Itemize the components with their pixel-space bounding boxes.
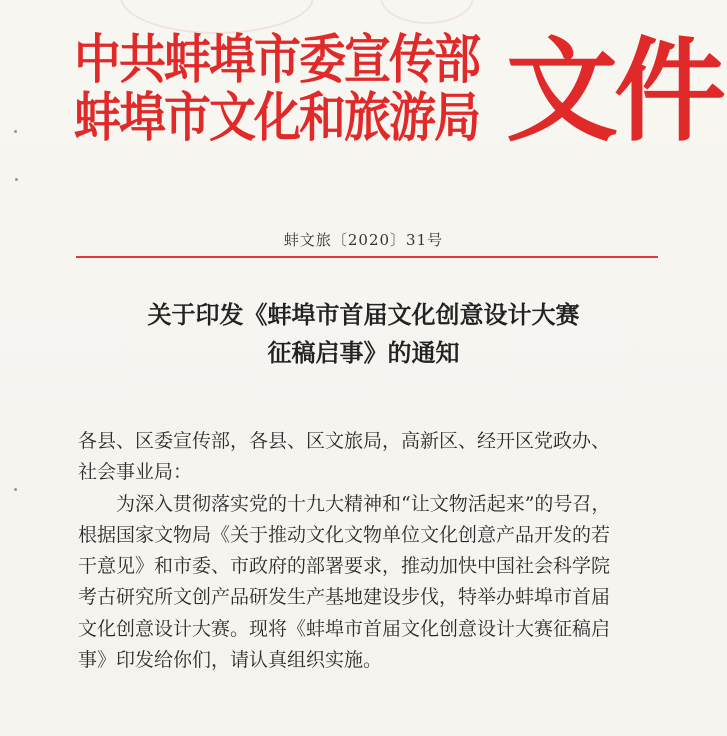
document-number: 蚌文旅〔2020〕31号 [283, 231, 444, 249]
title-line-1: 关于印发《蚌埠市首届文化创意设计大赛 [147, 300, 580, 329]
document-title [0, 296, 727, 372]
body-line: 根据国家文物局《关于推动文化文物单位文化创意产品开发的若 [78, 523, 611, 546]
document-body [78, 426, 678, 676]
scan-speck [15, 178, 18, 181]
body-line: 事》印发给你们，请认真组织实施。 [78, 649, 383, 672]
stamp-remnant-small [380, 0, 474, 24]
scan-speck [14, 130, 17, 133]
document-type: 文件 [506, 27, 722, 157]
issuer-line-1: 中共蚌埠市委宣传部 [74, 29, 479, 91]
scan-speck [14, 488, 17, 491]
document-header [74, 27, 722, 178]
body-line: 为深入贯彻落实党的十九大精神和“让文物活起来”的号召， [78, 492, 611, 515]
issuer-line-2: 蚌埠市文化和旅游局 [74, 87, 479, 149]
body-line: 各县、区委宣传部，各县、区文旅局，高新区、经开区党政办、 [78, 430, 611, 452]
title-line-2: 征稿启事》的通知 [267, 338, 460, 367]
body-line: 社会事业局： [78, 461, 193, 484]
body-line: 考古研究所文创产品研发生产基地建设步伐，特举办蚌埠市首届 [78, 586, 611, 609]
red-divider [76, 256, 658, 258]
body-line: 干意见》和市委、市政府的部署要求，推动加快中国社会科学院 [78, 555, 611, 578]
body-line: 文化创意设计大赛。现将《蚌埠市首届文化创意设计大赛征稿启 [78, 617, 611, 640]
issuer-names [74, 28, 479, 149]
